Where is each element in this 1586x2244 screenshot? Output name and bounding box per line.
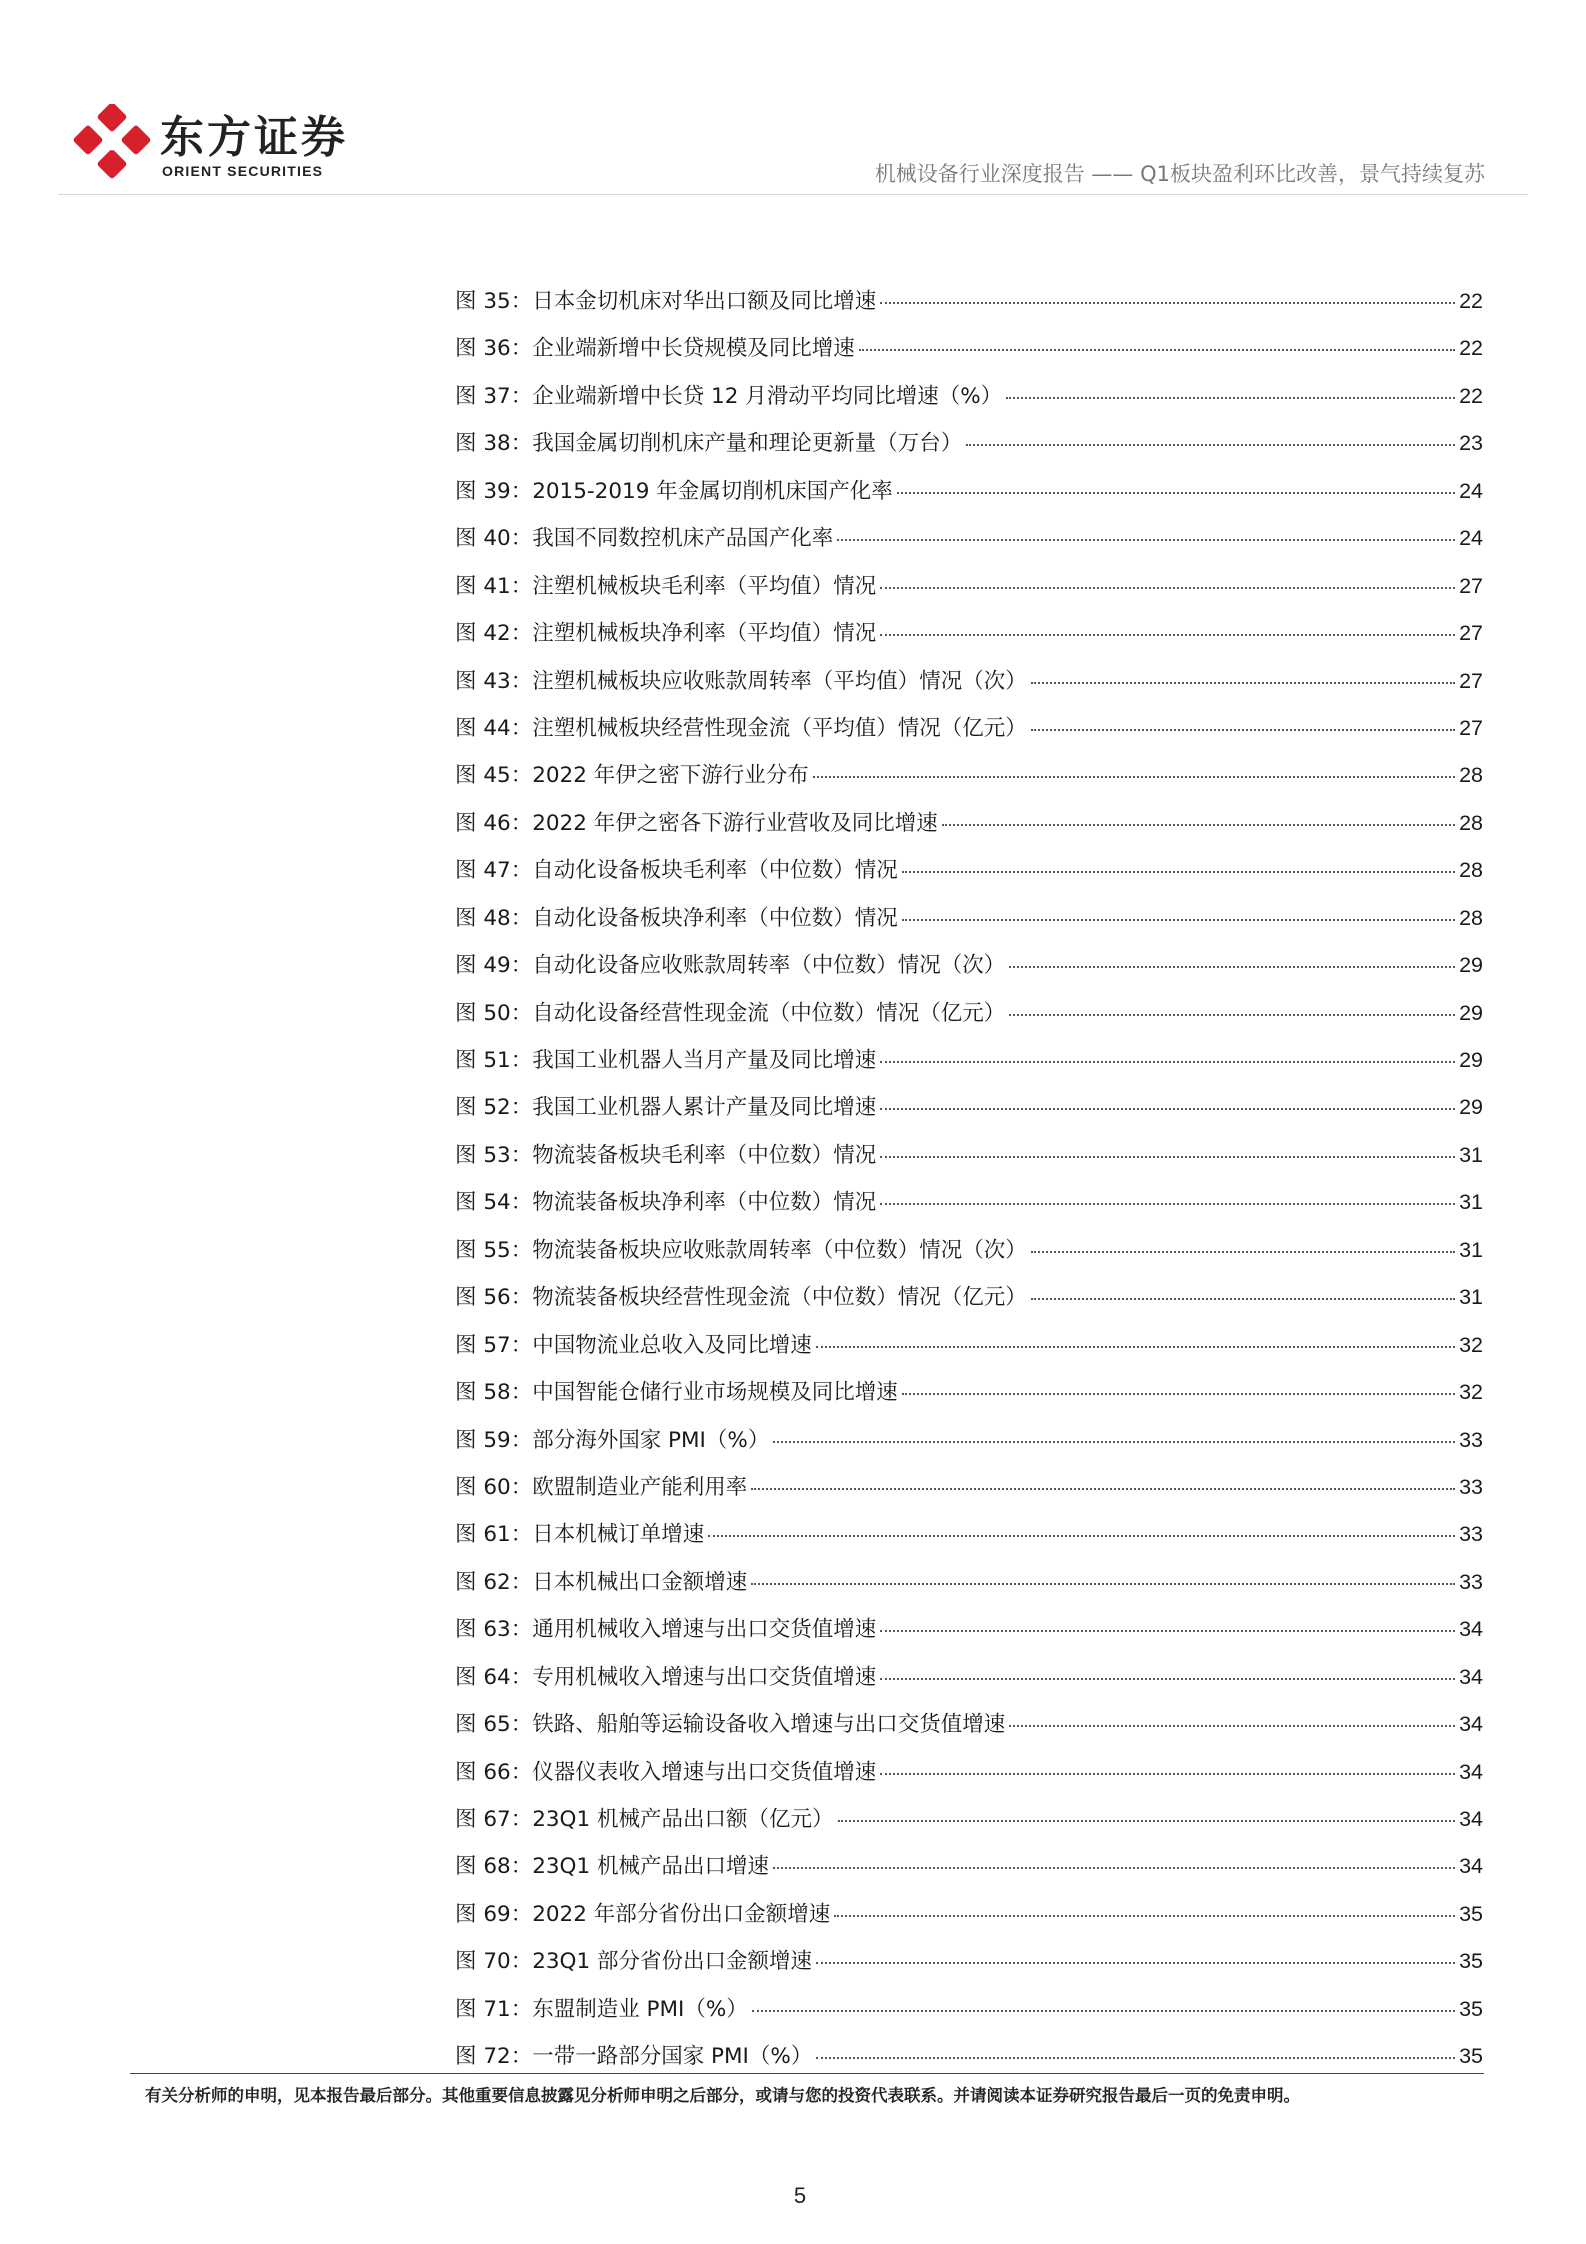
toc-entry-label[interactable]: 图 39：2015-2019 年金属切削机床国产化率 xyxy=(455,478,893,504)
toc-entry-label[interactable]: 图 43：注塑机械板块应收账款周转率（平均值）情况（次） xyxy=(455,668,1027,694)
toc-entry-label[interactable]: 图 41：注塑机械板块毛利率（平均值）情况 xyxy=(455,573,877,599)
toc-entry-label[interactable]: 图 68：23Q1 机械产品出口增速 xyxy=(455,1854,769,1880)
toc-entry-page[interactable]: 27 xyxy=(1459,621,1483,646)
toc-dot-leader xyxy=(1009,966,1455,968)
toc-entry-page[interactable]: 34 xyxy=(1459,1617,1483,1642)
toc-entry-page[interactable]: 29 xyxy=(1459,953,1483,978)
toc-dot-leader xyxy=(1031,682,1455,684)
toc-dot-leader xyxy=(966,444,1455,446)
toc-entry[interactable] xyxy=(455,1328,1483,1375)
toc-entry[interactable] xyxy=(455,664,1483,711)
toc-entry-label[interactable]: 图 36：企业端新增中长贷规模及同比增速 xyxy=(455,336,855,362)
toc-dot-leader xyxy=(1009,1014,1455,1016)
toc-entry-label[interactable]: 图 51：我国工业机器人当月产量及同比增速 xyxy=(455,1048,877,1073)
toc-entry-label[interactable]: 图 53：物流装备板块毛利率（中位数）情况 xyxy=(455,1142,877,1168)
toc-entry-page[interactable]: 27 xyxy=(1459,715,1483,740)
toc-entry[interactable] xyxy=(455,1138,1483,1185)
toc-entry[interactable] xyxy=(455,1660,1483,1707)
toc-entry-page[interactable]: 31 xyxy=(1459,1190,1483,1215)
toc-entry-page[interactable]: 35 xyxy=(1459,1996,1483,2021)
toc-entry[interactable] xyxy=(455,1707,1483,1754)
toc-entry-page[interactable]: 28 xyxy=(1459,858,1483,883)
toc-dot-leader xyxy=(708,1535,1455,1537)
toc-entry-page[interactable]: 28 xyxy=(1459,905,1483,930)
toc-entry-page[interactable]: 28 xyxy=(1459,763,1483,788)
toc-entry-page[interactable]: 24 xyxy=(1459,526,1483,551)
toc-entry[interactable] xyxy=(455,806,1483,853)
toc-entry-label[interactable]: 图 61：日本机械订单增速 xyxy=(455,1522,705,1548)
toc-entry-page[interactable]: 34 xyxy=(1459,1759,1483,1784)
toc-entry-page[interactable]: 33 xyxy=(1459,1474,1483,1499)
toc-entry-label[interactable]: 图 60：欧盟制造业产能利用率 xyxy=(455,1474,748,1500)
toc-entry-page[interactable]: 27 xyxy=(1459,573,1483,598)
figure-table-of-contents xyxy=(455,284,1483,2087)
toc-entry[interactable] xyxy=(455,1423,1483,1470)
toc-entry[interactable] xyxy=(455,331,1483,378)
report-title: 机械设备行业深度报告 —— Q1板块盈利环比改善，景气持续复苏 xyxy=(874,162,1485,186)
toc-entry-page[interactable]: 32 xyxy=(1459,1380,1483,1405)
toc-entry[interactable] xyxy=(455,711,1483,758)
toc-dot-leader xyxy=(942,824,1455,826)
footer-divider xyxy=(130,2073,1484,2074)
toc-dot-leader xyxy=(773,1441,1455,1443)
toc-entry-label[interactable]: 图 58：中国智能仓储行业市场规模及同比增速 xyxy=(455,1380,898,1406)
toc-entry[interactable] xyxy=(455,948,1483,995)
toc-entry-page[interactable]: 34 xyxy=(1459,1664,1483,1689)
toc-entry-page[interactable]: 34 xyxy=(1459,1854,1483,1879)
toc-dot-leader xyxy=(902,1393,1455,1395)
toc-entry-label[interactable]: 图 64：专用机械收入增速与出口交货值增速 xyxy=(455,1664,877,1690)
toc-entry-label[interactable]: 图 37：企业端新增中长贷 12 月滑动平均同比增速（%） xyxy=(455,383,1003,409)
toc-dot-leader xyxy=(1031,729,1455,731)
toc-entry[interactable] xyxy=(455,1043,1483,1090)
toc-dot-leader xyxy=(880,302,1455,304)
toc-entry-label[interactable]: 图 54：物流装备板块净利率（中位数）情况 xyxy=(455,1190,877,1216)
toc-entry[interactable] xyxy=(455,758,1483,805)
toc-entry[interactable] xyxy=(455,1992,1483,2039)
toc-entry-label[interactable]: 图 44：注塑机械板块经营性现金流（平均值）情况（亿元） xyxy=(455,715,1027,741)
toc-dot-leader xyxy=(751,1583,1455,1585)
toc-entry-page[interactable]: 22 xyxy=(1459,383,1483,408)
toc-entry[interactable] xyxy=(455,1612,1483,1659)
toc-entry[interactable] xyxy=(455,1280,1483,1327)
toc-entry-label[interactable]: 图 47：自动化设备板块毛利率（中位数）情况 xyxy=(455,858,898,884)
toc-dot-leader xyxy=(816,1346,1455,1348)
toc-entry[interactable] xyxy=(455,284,1483,331)
toc-entry-page[interactable]: 33 xyxy=(1459,1522,1483,1547)
toc-dot-leader xyxy=(1009,1725,1455,1727)
toc-entry-label[interactable]: 图 56：物流装备板块经营性现金流（中位数）情况（亿元） xyxy=(455,1285,1027,1311)
toc-dot-leader xyxy=(838,1820,1456,1822)
toc-entry-page[interactable]: 29 xyxy=(1459,1000,1483,1025)
toc-entry[interactable] xyxy=(455,569,1483,616)
toc-entry-page[interactable]: 24 xyxy=(1459,478,1483,503)
toc-entry-label[interactable]: 图 69：2022 年部分省份出口金额增速 xyxy=(455,1901,831,1927)
toc-entry[interactable] xyxy=(455,901,1483,948)
toc-entry-page[interactable]: 31 xyxy=(1459,1237,1483,1262)
toc-entry[interactable] xyxy=(455,426,1483,473)
toc-entry-label[interactable]: 图 57：中国物流业总收入及同比增速 xyxy=(455,1332,812,1358)
toc-dot-leader xyxy=(880,1203,1455,1205)
toc-entry-label[interactable]: 图 71：东盟制造业 PMI（%） xyxy=(455,1996,748,2022)
toc-entry[interactable] xyxy=(455,1944,1483,1991)
toc-entry[interactable] xyxy=(455,996,1483,1043)
toc-dot-leader xyxy=(880,1630,1455,1632)
toc-dot-leader xyxy=(1006,397,1455,399)
toc-dot-leader xyxy=(880,1061,1455,1063)
toc-entry-label[interactable]: 图 35：日本金切机床对华出口额及同比增速 xyxy=(455,289,877,314)
toc-entry-label[interactable]: 图 63：通用机械收入增速与出口交货值增速 xyxy=(455,1617,877,1643)
toc-entry-page[interactable]: 28 xyxy=(1459,810,1483,835)
toc-dot-leader xyxy=(902,871,1455,873)
toc-entry-page[interactable]: 22 xyxy=(1459,289,1483,313)
toc-entry-label[interactable]: 图 72：一带一路部分国家 PMI（%） xyxy=(455,2044,813,2070)
toc-entry[interactable] xyxy=(455,1897,1483,1944)
toc-dot-leader xyxy=(816,2057,1455,2059)
toc-dot-leader xyxy=(813,776,1455,778)
toc-entry-page[interactable]: 27 xyxy=(1459,668,1483,693)
toc-entry-page[interactable]: 32 xyxy=(1459,1332,1483,1357)
toc-entry[interactable] xyxy=(455,2039,1483,2086)
toc-entry-page[interactable]: 35 xyxy=(1459,1901,1483,1926)
toc-entry[interactable] xyxy=(455,1802,1483,1849)
toc-dot-leader xyxy=(880,1156,1455,1158)
toc-entry[interactable] xyxy=(455,853,1483,900)
toc-entry[interactable] xyxy=(455,379,1483,426)
toc-dot-leader xyxy=(880,634,1455,636)
brand-name-chinese: 东方证券 xyxy=(160,112,348,163)
toc-dot-leader xyxy=(880,587,1455,589)
toc-entry-page[interactable]: 34 xyxy=(1459,1807,1483,1831)
toc-entry-label[interactable]: 图 66：仪器仪表收入增速与出口交货值增速 xyxy=(455,1759,877,1785)
toc-dot-leader xyxy=(859,349,1455,351)
toc-entry[interactable] xyxy=(455,1090,1483,1137)
toc-entry-label[interactable]: 图 59：部分海外国家 PMI（%） xyxy=(455,1427,770,1453)
toc-dot-leader xyxy=(897,492,1455,494)
page-number: 5 xyxy=(793,2183,807,2208)
toc-entry-label[interactable]: 图 62：日本机械出口金额增速 xyxy=(455,1569,748,1595)
toc-entry-label[interactable]: 图 38：我国金属切削机床产量和理论更新量（万台） xyxy=(455,431,963,457)
header-divider xyxy=(58,194,1528,195)
toc-dot-leader xyxy=(880,1108,1455,1110)
toc-dot-leader xyxy=(880,1678,1455,1680)
brand-name-english: ORIENT SECURITIES xyxy=(162,163,324,179)
toc-entry-label[interactable]: 图 52：我国工业机器人累计产量及同比增速 xyxy=(455,1095,877,1121)
toc-dot-leader xyxy=(837,539,1455,541)
toc-entry[interactable] xyxy=(455,616,1483,663)
toc-entry[interactable] xyxy=(455,1470,1483,1517)
toc-dot-leader xyxy=(773,1867,1455,1869)
toc-dot-leader xyxy=(1031,1298,1455,1300)
toc-entry-label[interactable]: 图 46：2022 年伊之密各下游行业营收及同比增速 xyxy=(455,810,938,836)
toc-entry-label[interactable]: 图 67：23Q1 机械产品出口额（亿元） xyxy=(455,1807,834,1832)
toc-entry-label[interactable]: 图 45：2022 年伊之密下游行业分布 xyxy=(455,763,809,789)
toc-dot-leader xyxy=(834,1915,1455,1917)
toc-entry-label[interactable]: 图 49：自动化设备应收账款周转率（中位数）情况（次） xyxy=(455,953,1006,979)
toc-entry-page[interactable]: 23 xyxy=(1459,431,1483,456)
toc-entry-page[interactable]: 34 xyxy=(1459,1712,1483,1737)
disclaimer-text: 有关分析师的申明，见本报告最后部分。其他重要信息披露见分析师申明之后部分，或请与您的投资代表联系。并请阅读本证券研究报告最后一页的免责申明。 xyxy=(145,2086,1300,2105)
toc-dot-leader xyxy=(1031,1251,1455,1253)
toc-entry-page[interactable]: 33 xyxy=(1459,1427,1483,1452)
toc-entry[interactable] xyxy=(455,474,1483,521)
toc-entry-label[interactable]: 图 48：自动化设备板块净利率（中位数）情况 xyxy=(455,905,898,931)
page-header xyxy=(0,0,1586,200)
toc-entry-label[interactable]: 图 65：铁路、船舶等运输设备收入增速与出口交货值增速 xyxy=(455,1712,1006,1738)
toc-entry-page[interactable]: 31 xyxy=(1459,1285,1483,1310)
toc-entry-page[interactable]: 35 xyxy=(1459,2044,1483,2069)
toc-entry-page[interactable]: 29 xyxy=(1459,1048,1483,1072)
toc-entry-label[interactable]: 图 40：我国不同数控机床产品国产化率 xyxy=(455,526,834,552)
orient-securities-logo-icon xyxy=(72,104,152,184)
toc-dot-leader xyxy=(816,1962,1455,1964)
toc-entry[interactable] xyxy=(455,521,1483,568)
toc-entry-label[interactable]: 图 55：物流装备板块应收账款周转率（中位数）情况（次） xyxy=(455,1237,1027,1263)
toc-entry-page[interactable]: 35 xyxy=(1459,1949,1483,1974)
toc-entry-page[interactable]: 29 xyxy=(1459,1095,1483,1120)
toc-entry[interactable] xyxy=(455,1565,1483,1612)
toc-dot-leader xyxy=(751,1488,1455,1490)
toc-entry-label[interactable]: 图 42：注塑机械板块净利率（平均值）情况 xyxy=(455,621,877,647)
toc-entry[interactable] xyxy=(455,1375,1483,1422)
toc-entry[interactable] xyxy=(455,1849,1483,1896)
toc-entry-label[interactable]: 图 50：自动化设备经营性现金流（中位数）情况（亿元） xyxy=(455,1000,1006,1026)
toc-dot-leader xyxy=(902,919,1455,921)
toc-entry-page[interactable]: 31 xyxy=(1459,1142,1483,1167)
toc-entry[interactable] xyxy=(455,1755,1483,1802)
toc-entry[interactable] xyxy=(455,1185,1483,1232)
toc-entry[interactable] xyxy=(455,1233,1483,1280)
toc-dot-leader xyxy=(880,1773,1455,1775)
toc-entry-page[interactable]: 22 xyxy=(1459,336,1483,361)
toc-entry-page[interactable]: 33 xyxy=(1459,1569,1483,1594)
toc-dot-leader xyxy=(752,2010,1455,2012)
toc-entry-label[interactable]: 图 70：23Q1 部分省份出口金额增速 xyxy=(455,1949,812,1975)
toc-entry[interactable] xyxy=(455,1517,1483,1564)
